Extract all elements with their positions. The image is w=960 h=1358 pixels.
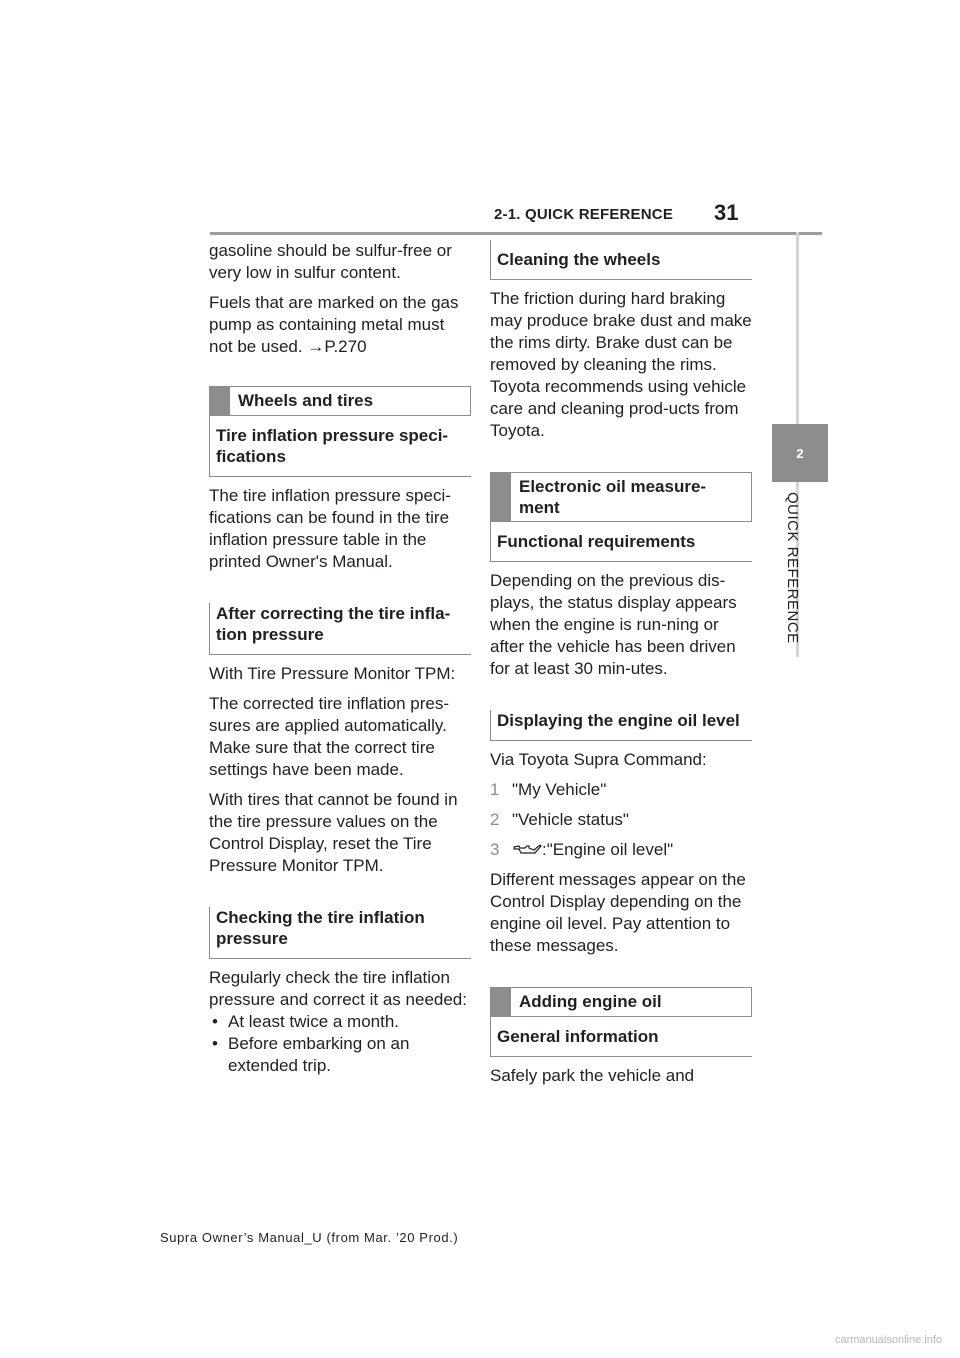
tpm-text: With Tire Pressure Monitor TPM:	[209, 664, 456, 683]
subheading-general-information: General information	[490, 1017, 752, 1057]
corrected-pressure-text: The corrected tire inflation pres-sures are applied automatically. Make sure that the correct tire settings have been made.	[209, 694, 449, 779]
oil-can-icon	[512, 842, 542, 856]
chapter-label: QUICK REFERENCE	[784, 492, 801, 644]
check-bullet-list	[209, 1011, 471, 1077]
reset-tpm-text: With tires that cannot be found in the tire pressure values on the Control Display, reset the Tire Pressure Monitor TPM.	[209, 790, 458, 875]
cleaning-text: The friction during hard braking may produce brake dust and make the rims dirty. Brake dust can be removed by cleaning the rims. Toyota recommends using vehicle care and cleaning prod-ucts from Toyota.	[490, 289, 752, 440]
step-item	[490, 809, 752, 831]
check-pressure-text: Regularly check the tire inflation pressure and correct it as needed:	[209, 968, 467, 1009]
command-intro-text: Via Toyota Supra Command:	[490, 750, 707, 769]
tire-specs-text: The tire inflation pressure speci-fications can be found in the tire inflation pressure table in the printed Owner's Manual.	[209, 486, 451, 571]
step-number: 1	[490, 780, 500, 799]
manual-footer: Supra Owner’s Manual_U (from Mar. ’20 Prod.)	[160, 1230, 459, 1245]
right-column	[490, 240, 752, 1095]
left-column	[209, 240, 471, 1077]
page-number: 31	[714, 200, 739, 225]
general-text: Safely park the vehicle and	[490, 1066, 695, 1085]
step-item	[490, 839, 752, 861]
section-title: 2-1. QUICK REFERENCE	[494, 206, 674, 223]
subheading-after-correcting: After correcting the tire infla-tion pressure	[209, 603, 471, 655]
list-item: • At least twice a month.	[209, 1011, 471, 1033]
section-heading-electronic-oil: Electronic oil measure-ment	[490, 472, 752, 522]
watermark: carmanualsonline.info	[834, 1334, 942, 1346]
subheading-cleaning-wheels: Cleaning the wheels	[490, 240, 752, 280]
step-number: 3	[490, 840, 500, 859]
fuel-metal-text: Fuels that are marked on the gas pump as containing metal must not be used. →P.270	[209, 293, 459, 356]
arrow-right-icon: →	[307, 337, 325, 356]
subheading-functional-requirements: Functional requirements	[490, 522, 752, 562]
chapter-number: 2	[796, 446, 804, 461]
step-number: 2	[490, 810, 500, 829]
subheading-displaying-oil-level: Displaying the engine oil level	[490, 710, 752, 741]
oil-messages-text: Different messages appear on the Control Display depending on the engine oil level. Pay attention to these messages.	[490, 870, 746, 955]
step-text: :"Engine oil level"	[542, 840, 674, 859]
step-item	[490, 779, 752, 801]
section-heading-adding-oil: Adding engine oil	[490, 987, 752, 1017]
step-text: "Vehicle status"	[512, 810, 629, 829]
step-text: "My Vehicle"	[512, 780, 607, 799]
subheading-checking-pressure: Checking the tire inflation pressure	[209, 907, 471, 959]
functional-text: Depending on the previous dis-plays, the status display appears when the engine is run-ning or after the vehicle has been driven for at least 30 min-utes.	[490, 571, 737, 678]
page-reference-link[interactable]: P.270	[324, 337, 367, 356]
section-heading-wheels-and-tires: Wheels and tires	[209, 386, 471, 416]
list-item: • Before embarking on an extended trip.	[209, 1033, 471, 1077]
intro-text: gasoline should be sulfur-free or very low in sulfur content.	[209, 241, 452, 282]
subheading-tire-pressure-specs: Tire inflation pressure speci-fications	[209, 416, 471, 477]
header-divider	[210, 232, 822, 235]
